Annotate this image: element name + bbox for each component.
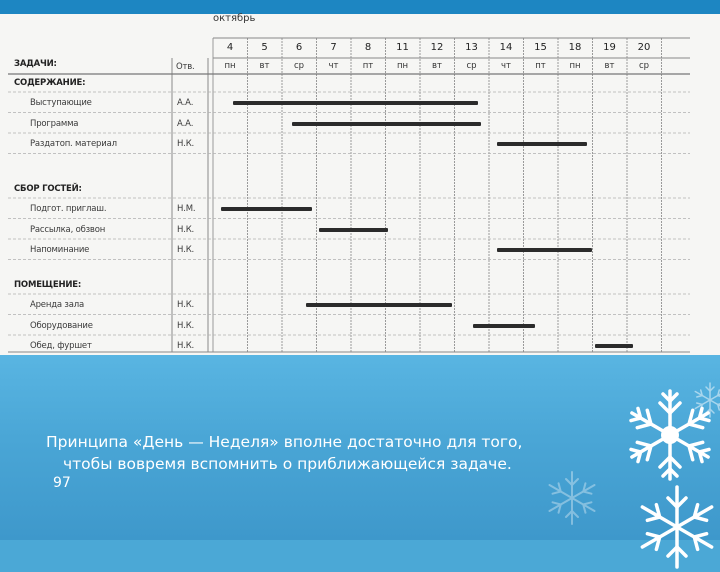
- slide-top-strip: [0, 0, 720, 14]
- weekday-label: пн: [224, 61, 236, 71]
- task-responsible: Н.К.: [177, 300, 195, 310]
- task-name: Рассылка, обзвон: [30, 224, 106, 235]
- task-name: Напоминание: [30, 245, 90, 255]
- task-bar: [221, 207, 312, 211]
- snowflake-icon: [632, 482, 720, 572]
- weekday-label: ср: [638, 61, 650, 71]
- task-responsible: Н.К.: [177, 320, 195, 331]
- task-responsible: Н.К.: [177, 245, 195, 255]
- day-number: 15: [534, 42, 547, 53]
- task-bar: [319, 228, 388, 232]
- day-number: 19: [603, 42, 616, 53]
- task-name: Подгот. приглаш.: [30, 204, 107, 214]
- caption-line-2: чтобы вовремя вспомнить о приближающейся задаче.: [63, 455, 512, 473]
- day-number: 4: [226, 42, 234, 53]
- page-number: 97: [53, 475, 71, 491]
- day-number: 13: [465, 42, 478, 53]
- task-bar: [497, 142, 587, 146]
- weekday-label: пт: [535, 61, 546, 71]
- task-name: Раздатоп. материал: [30, 139, 117, 149]
- day-number: 5: [261, 42, 268, 53]
- task-name: Оборудование: [30, 320, 93, 331]
- day-number: 12: [430, 42, 444, 53]
- task-name: Обед, фуршет: [30, 341, 92, 351]
- task-bar: [473, 324, 535, 328]
- caption-line-1: Принципа «День — Неделя» вполне достаточно для того,: [46, 433, 523, 451]
- day-number: 14: [499, 42, 513, 53]
- weekday-label: чт: [328, 61, 339, 71]
- weekday-label: пн: [396, 61, 409, 71]
- weekday-label: ср: [466, 61, 477, 71]
- task-responsible: А.А.: [177, 118, 194, 129]
- task-name: Выступающие: [30, 98, 92, 108]
- day-number: 18: [568, 42, 582, 53]
- weekday-label: ср: [293, 61, 305, 71]
- gantt-chart-scan: [0, 14, 720, 355]
- task-bar: [497, 248, 592, 252]
- day-number: 6: [295, 42, 303, 53]
- task-bar: [595, 344, 633, 348]
- snowflake-icon: [690, 380, 720, 420]
- day-number: 11: [396, 42, 409, 53]
- task-bar: [233, 101, 478, 105]
- day-number: 7: [330, 42, 337, 53]
- weekday-label: пт: [362, 61, 374, 71]
- snowflake-icon: [542, 468, 602, 528]
- task-responsible: Н.М.: [177, 204, 196, 214]
- task-responsible: Н.К.: [177, 341, 195, 351]
- day-number: 8: [364, 42, 372, 53]
- weekday-label: чт: [501, 61, 511, 71]
- weekday-label: вт: [259, 61, 270, 71]
- group-title: ПОМЕЩЕНИЕ:: [14, 280, 82, 290]
- task-name: Программа: [30, 118, 79, 129]
- day-number: 20: [637, 42, 651, 53]
- task-responsible: Н.К.: [177, 139, 195, 149]
- task-bar: [292, 122, 482, 126]
- tasks-header: ЗАДАЧИ:: [14, 59, 57, 69]
- group-title: СБОР ГОСТЕЙ:: [14, 184, 82, 194]
- weekday-label: пн: [569, 61, 581, 71]
- task-bar: [306, 303, 453, 307]
- responsible-header: Отв.: [176, 62, 195, 72]
- slide-caption: [46, 431, 666, 475]
- group-title: СОДЕРЖАНИЕ:: [14, 78, 86, 88]
- month-label: октябрь: [213, 13, 256, 24]
- task-responsible: Н.К.: [177, 224, 195, 235]
- task-name: Аренда зала: [30, 300, 84, 310]
- weekday-label: вт: [604, 61, 615, 71]
- task-responsible: А.А.: [177, 98, 194, 108]
- weekday-label: вт: [432, 61, 442, 71]
